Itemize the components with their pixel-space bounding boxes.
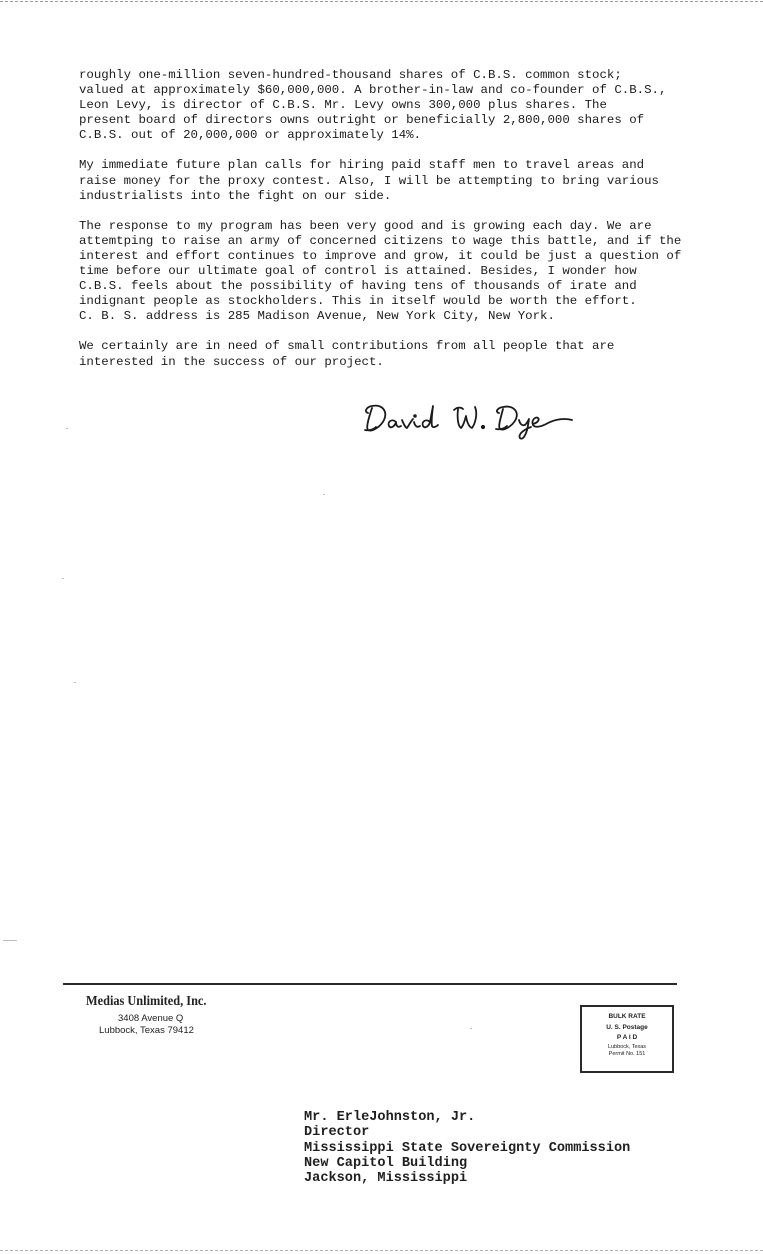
sender-city: Lubbock, Texas 79412 [99,1025,194,1036]
top-perforation [0,1,763,2]
sender-address-block [86,994,223,1037]
letter-paragraph-2: My immediate future plan calls for hiring paid staff men to travel areas and raise money for the proxy contest. Also, I will be attempting to bring various industrialists into the fight on our side. [79,158,659,203]
recipient-line-2: Director [304,1125,370,1141]
scan-speck [323,494,325,495]
postage-line-4: Lubbock, Texas [607,1043,647,1050]
bulk-rate-postage-indicia [580,1005,674,1073]
recipient-line-3: Mississippi State Sovereignty Commission [304,1140,631,1156]
postage-line-2: U. S. Postage [606,1023,648,1031]
postage-line-5: Permit No. 151 [608,1050,646,1057]
sender-name: Medias Unlimited, Inc. [86,994,207,1009]
letter-paragraph-1: roughly one-million seven-hundred-thousand shares of C.B.S. common stock; valued at approximately $60,000,000. A brother-in-law and co-founder of C.B.S., Leon Levy, is director of C.B.S. Mr. Levy owns 300,000 plus shares. The present board of directors owns outright or beneficially 2,800,000 shares of C.B.S. out of 20,000,000 or approximately 14%. [79,68,667,143]
mailer-divider-rule [63,983,677,985]
scan-speck [66,428,68,429]
handwritten-signature [362,398,582,440]
scan-speck [470,1028,472,1029]
letter-paragraph-4: We certainly are in need of small contributions from all people that are interested in the success of our project. [79,339,615,369]
scan-speck [62,578,64,579]
bottom-perforation [0,1250,763,1251]
sender-street: 3408 Avenue Q [118,1013,184,1024]
letter-body [79,68,699,385]
postage-line-3: P A I D [616,1034,638,1041]
postage-line-1: BULK RATE [608,1013,646,1020]
recipient-line-5: Jackson, Mississippi [304,1171,468,1187]
recipient-line-1: Mr. ErleJohnston, Jr. [304,1110,476,1125]
recipient-line-4: New Capitol Building [304,1155,468,1171]
scan-speck [74,682,76,683]
recipient-address-block [304,1110,630,1186]
scan-speck [3,940,17,941]
letter-paragraph-3: The response to my program has been very good and is growing each day. We are attemtping to raise an army of concerned citizens to wage this battle, and if the interest and effort continues to improve and grow, it could be just a question of time before our ultimate goal of control is attained. Besides, I wonder how C.B.S. feels about the possibility of having tens of thousands of irate and indignant people as stockholders. This in itself would be worth the effort. C. B. S. address is 285 Madison Avenue, New York City, New York. [79,218,682,324]
